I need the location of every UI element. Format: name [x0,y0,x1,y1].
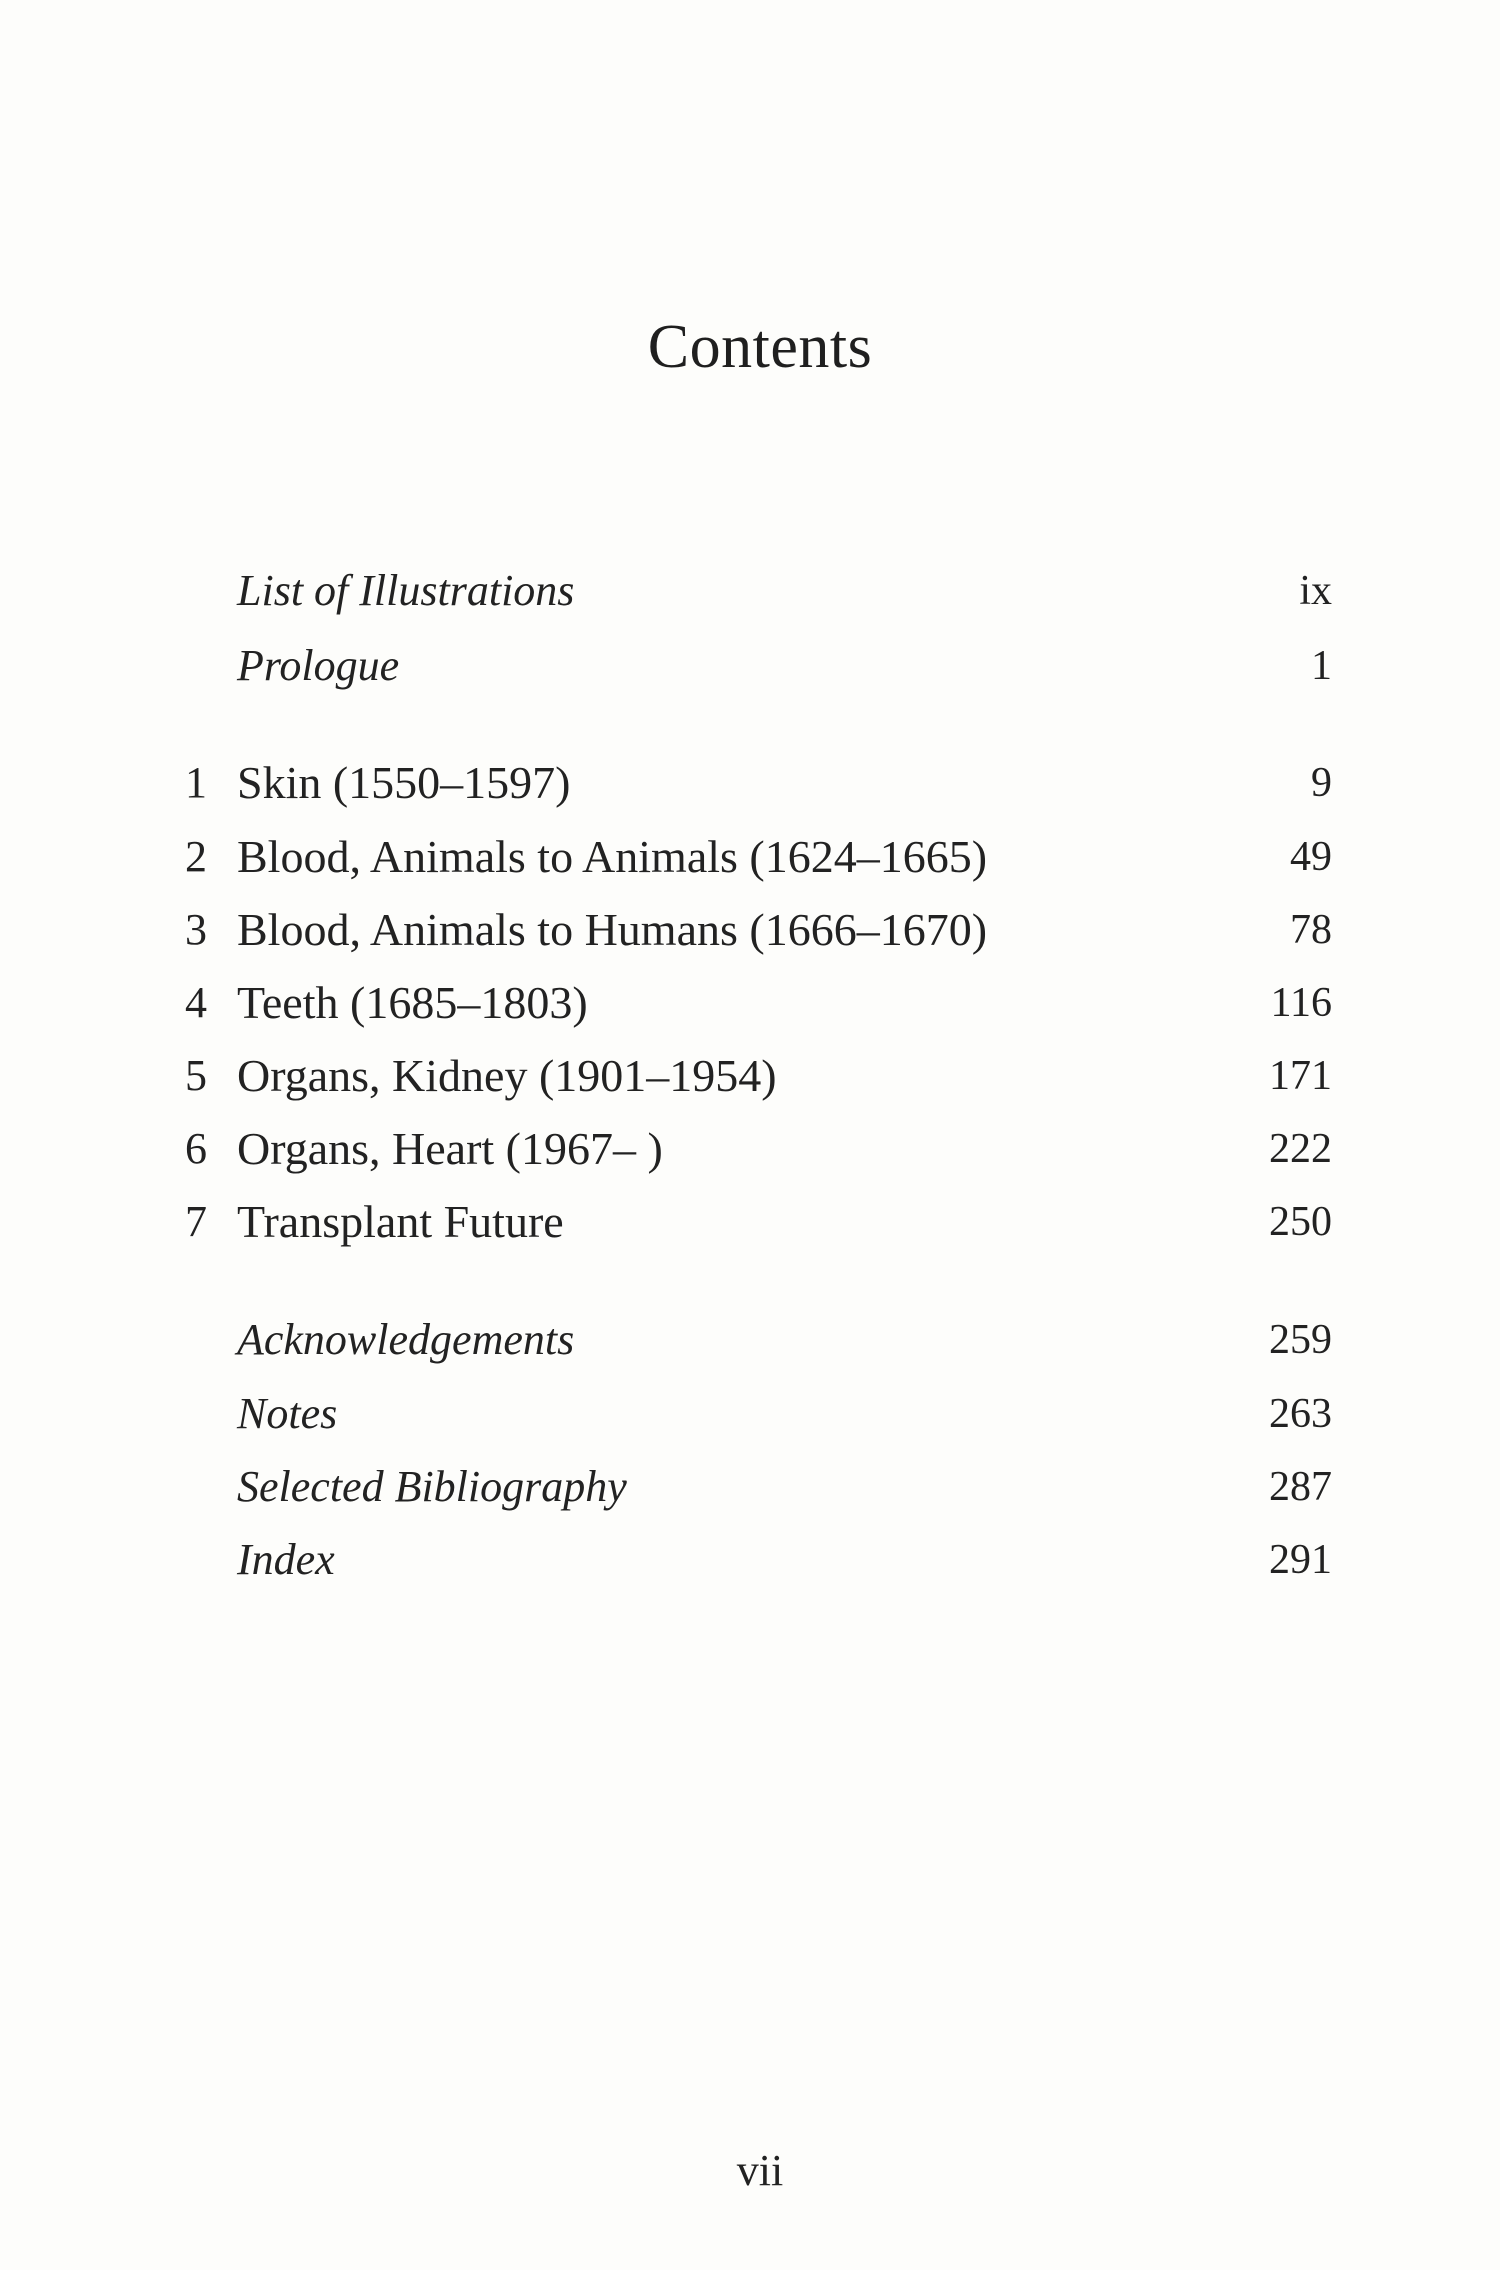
toc-entry-list-of-illustrations[interactable] [0,556,1500,626]
toc-entry-page: 1 [1311,643,1332,689]
page-number: vii [736,2146,784,2195]
toc-entry-acknowledgements[interactable] [0,1305,1500,1375]
toc-entry-page: 9 [1311,760,1332,806]
toc-entry-index[interactable] [0,1525,1500,1595]
toc-entry-label: Blood, Animals to Humans (1666–1670) [237,904,988,955]
toc-entry-label: Skin (1550–1597) [237,757,571,808]
toc-entry-label: Acknowledgements [237,1315,575,1364]
page-title: Contents [647,313,873,381]
toc-entry-page: 250 [1269,1199,1332,1245]
toc-entry-label: Blood, Animals to Animals (1624–1665) [237,831,988,882]
chapter-number: 3 [185,905,207,954]
toc-entry-notes[interactable] [0,1379,1500,1449]
toc-entry-prologue[interactable] [0,631,1500,701]
chapter-number: 2 [185,832,207,881]
toc-entry-chapter-6[interactable] [0,1114,1500,1184]
toc-entry-label: Index [237,1535,335,1584]
toc-entry-label: Organs, Heart (1967– ) [237,1123,663,1174]
toc-entry-page: 171 [1269,1053,1332,1099]
toc-entry-label: Teeth (1685–1803) [237,977,588,1028]
toc-entry-label: Organs, Kidney (1901–1954) [237,1050,777,1101]
chapter-number: 5 [185,1051,207,1100]
toc-entry-chapter-7[interactable] [0,1187,1500,1257]
toc-entry-page: 222 [1269,1126,1332,1172]
toc-entry-label: List of Illustrations [237,566,575,615]
toc-entry-label: Transplant Future [237,1196,564,1247]
toc-entry-selected-bibliography[interactable] [0,1452,1500,1522]
toc-entry-page: 259 [1269,1317,1332,1363]
toc-entry-page: 78 [1290,907,1332,953]
chapter-number: 7 [185,1197,207,1246]
chapter-number: 4 [185,978,207,1027]
toc-entry-chapter-2[interactable] [0,822,1500,892]
toc-entry-page: ix [1299,568,1332,614]
toc-entry-page: 287 [1269,1464,1332,1510]
toc-entry-chapter-5[interactable] [0,1041,1500,1111]
toc-entry-chapter-1[interactable] [0,748,1500,818]
toc-entry-page: 263 [1269,1391,1332,1437]
chapter-number: 6 [185,1124,207,1173]
chapter-number: 1 [185,758,207,807]
toc-entry-chapter-3[interactable] [0,895,1500,965]
toc-entry-label: Prologue [237,641,400,690]
toc-entry-page: 116 [1270,980,1332,1026]
toc-entry-page: 49 [1290,834,1332,880]
toc-entry-page: 291 [1269,1537,1332,1583]
toc-entry-label: Selected Bibliography [237,1462,627,1511]
toc-entry-chapter-4[interactable] [0,968,1500,1038]
toc-entry-label: Notes [237,1389,338,1438]
